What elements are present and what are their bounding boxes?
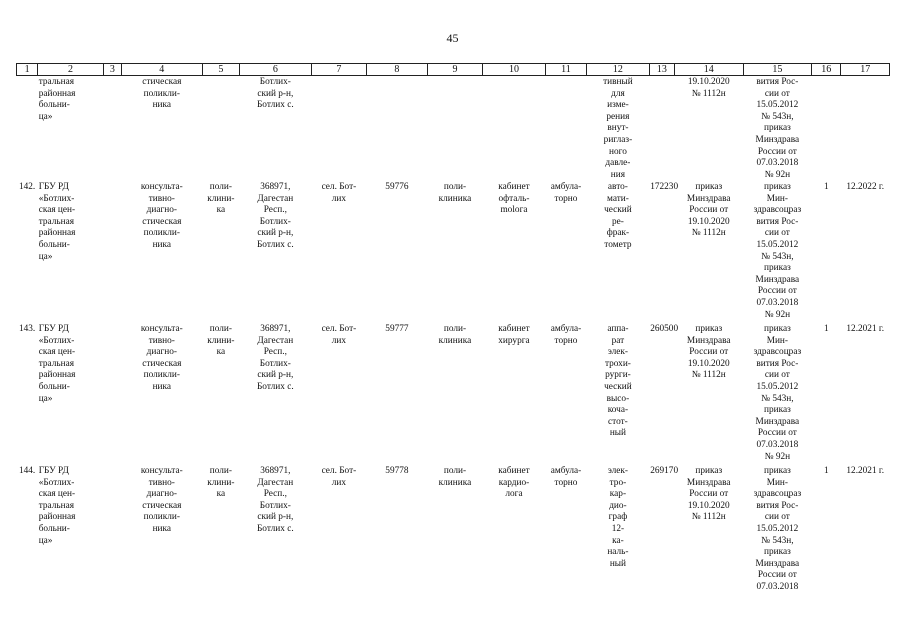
order-cell bbox=[674, 466, 743, 608]
organization-cell-line: тральная bbox=[38, 358, 74, 369]
cont-equipment-cell-line: изме- bbox=[607, 100, 629, 111]
equipment-cell-line: рурги- bbox=[605, 370, 631, 381]
standard-cell-line: сии от bbox=[764, 512, 790, 523]
equipment-cell-line: ный bbox=[609, 428, 627, 439]
facility-type-cell-line: поликли- bbox=[143, 512, 180, 523]
address-cell-line: Ботлих с. bbox=[256, 523, 294, 534]
facility-type-cell-line: диагно- bbox=[146, 205, 177, 216]
column-header-6: 6 bbox=[240, 64, 312, 76]
equipment-cell-line: ка- bbox=[612, 535, 624, 546]
care-condition-cell-line: торно bbox=[554, 477, 578, 488]
standard-cell-line: приказ bbox=[763, 324, 791, 334]
price-cell: 172230 bbox=[650, 182, 679, 192]
cont-equipment-cell-line: ния bbox=[610, 169, 626, 180]
cabinet-cell-line: кабинет bbox=[498, 324, 530, 334]
standard-cell-line: приказ bbox=[763, 263, 791, 274]
standard-cell-line: здравсоцраз bbox=[753, 347, 802, 358]
equipment-cell bbox=[587, 182, 650, 324]
facility-type-cell-line: стическая bbox=[142, 500, 182, 511]
order-cell-line: № 1112н bbox=[691, 228, 726, 239]
facility-type-cell-line: консульта- bbox=[140, 466, 183, 476]
equipment-cell-line: трохи- bbox=[604, 358, 631, 369]
column-header-13: 13 bbox=[649, 64, 674, 76]
organization-cell-line: «Ботлих- bbox=[38, 477, 75, 488]
organization-cell-line: ца» bbox=[38, 535, 53, 546]
standard-cell-line: Мин- bbox=[766, 335, 789, 346]
standard-cell-line: Мин- bbox=[766, 193, 789, 204]
cont-org-cell-line: районная bbox=[38, 88, 76, 99]
price-cell: 260500 bbox=[650, 324, 679, 334]
care-condition-cell-line: амбула- bbox=[550, 466, 582, 476]
cont-address-cell-line: Ботлих с. bbox=[256, 100, 294, 111]
column-header-10: 10 bbox=[483, 64, 546, 76]
equipment-cell-line: дио- bbox=[609, 500, 627, 511]
organization-cell-line: ГБУ РД bbox=[38, 324, 69, 334]
standard-cell bbox=[743, 324, 812, 466]
cabinet-cell bbox=[483, 466, 546, 608]
organization-cell-line: районная bbox=[38, 512, 76, 523]
address-cell bbox=[240, 466, 312, 608]
equipment-cell-line: элек- bbox=[607, 347, 629, 358]
address-cell-line: Ботлих с. bbox=[256, 239, 294, 250]
cont-equipment-cell-line: для bbox=[611, 88, 625, 99]
organization-cell-line: больни- bbox=[38, 523, 70, 534]
equipment-cell bbox=[587, 466, 650, 608]
standard-cell-line: 15.05.2012 bbox=[756, 523, 799, 534]
column-header-12: 12 bbox=[587, 64, 650, 76]
cont-equipment-cell-line: ного bbox=[608, 146, 627, 157]
cont-type-cell bbox=[121, 76, 202, 183]
organization-cell-line: тральная bbox=[38, 216, 74, 227]
facility-type-cell bbox=[121, 182, 202, 324]
unit-cell-line: поли- bbox=[209, 182, 232, 192]
date-cell: 12.2021 г. bbox=[846, 324, 885, 334]
cont-col13 bbox=[649, 76, 674, 183]
order-cell-line: 19.10.2020 bbox=[687, 358, 730, 369]
standard-cell-line: Минздрава bbox=[755, 416, 800, 427]
cont-col17 bbox=[841, 76, 890, 183]
care-condition-cell-line: торно bbox=[554, 335, 578, 346]
cabinet-cell bbox=[483, 324, 546, 466]
settlement-cell bbox=[311, 182, 367, 324]
address-cell-line: 368971, bbox=[260, 324, 291, 334]
cont-col5 bbox=[202, 76, 239, 183]
organization-cell-line: ская цен- bbox=[38, 347, 76, 358]
cont-type-cell-line: стическая bbox=[142, 77, 182, 87]
column-header-5: 5 bbox=[202, 64, 239, 76]
order-cell bbox=[674, 182, 743, 324]
unit-cell bbox=[202, 324, 239, 466]
facility-type-cell-line: ника bbox=[152, 523, 172, 534]
equipment-cell-line: кар- bbox=[609, 489, 627, 500]
registry-table bbox=[16, 63, 890, 608]
standard-cell-line: Мин- bbox=[766, 477, 789, 488]
facility-type-cell-line: поликли- bbox=[143, 370, 180, 381]
table-row bbox=[17, 182, 890, 324]
address-cell-line: 368971, bbox=[260, 182, 291, 192]
column-header-1: 1 bbox=[17, 64, 38, 76]
col3-cell bbox=[103, 466, 121, 608]
unit-cell-line: ка bbox=[216, 205, 226, 216]
order-cell-line: приказ bbox=[695, 324, 723, 334]
cont-equipment-cell-line: риглаз- bbox=[603, 134, 633, 145]
standard-cell-line: 07.03.2018 bbox=[756, 581, 799, 592]
cont-order-cell bbox=[674, 76, 743, 183]
standard-cell-line: приказ bbox=[763, 405, 791, 416]
date-cell: 12.2021 г. bbox=[846, 466, 885, 476]
cabinet-cell-line: лога bbox=[505, 489, 523, 500]
facility-type-cell-line: тивно- bbox=[148, 335, 175, 346]
cont-standard-cell-line: вития Рос- bbox=[756, 77, 799, 87]
standard-cell-line: здравсоцраз bbox=[753, 489, 802, 500]
standard-cell-line: приказ bbox=[763, 547, 791, 558]
row-number: 142. bbox=[18, 182, 36, 192]
settlement-cell-line: сел. Бот- bbox=[321, 182, 357, 192]
equipment-cell-line: ре- bbox=[611, 216, 624, 227]
column-header-14: 14 bbox=[674, 64, 743, 76]
standard-cell-line: № 543н, bbox=[761, 393, 794, 404]
cabinet-cell-line: кабинет bbox=[498, 182, 530, 192]
address-cell-line: Респ., bbox=[263, 205, 287, 216]
division-cell-line: поли- bbox=[443, 324, 467, 334]
column-header-9: 9 bbox=[427, 64, 483, 76]
address-cell-line: Ботлих- bbox=[259, 216, 291, 227]
cont-standard-cell-line: № 92н bbox=[764, 169, 791, 180]
equipment-cell-line: граф bbox=[608, 512, 628, 523]
cont-type-cell-line: ника bbox=[152, 100, 172, 111]
address-cell-line: 368971, bbox=[260, 466, 291, 476]
division-cell-line: клиника bbox=[438, 193, 472, 204]
order-cell-line: № 1112н bbox=[691, 370, 726, 381]
organization-cell bbox=[38, 324, 104, 466]
cabinet-cell-line: офталь- bbox=[498, 193, 530, 204]
order-cell-line: 19.10.2020 bbox=[687, 216, 730, 227]
facility-type-cell-line: консульта- bbox=[140, 182, 183, 192]
division-cell bbox=[427, 182, 483, 324]
equipment-cell-line: рат bbox=[611, 335, 625, 346]
division-cell bbox=[427, 466, 483, 608]
unit-cell-line: поли- bbox=[209, 466, 232, 476]
cabinet-cell-line: хирурга bbox=[498, 335, 530, 346]
equipment-cell-line: фрак- bbox=[606, 228, 630, 239]
column-header-2: 2 bbox=[38, 64, 104, 76]
order-cell-line: приказ bbox=[695, 182, 723, 192]
organization-cell-line: ская цен- bbox=[38, 489, 76, 500]
unit-cell-line: клини- bbox=[207, 193, 235, 204]
organization-cell-line: ца» bbox=[38, 251, 53, 262]
row-number: 143. bbox=[18, 324, 36, 334]
address-cell-line: Дагестан bbox=[257, 193, 294, 204]
standard-cell-line: 07.03.2018 bbox=[756, 439, 799, 450]
column-header-15: 15 bbox=[743, 64, 812, 76]
cabinet-cell-line: molога bbox=[500, 205, 528, 216]
header-row bbox=[17, 64, 890, 76]
cont-standard-cell bbox=[743, 76, 812, 183]
care-condition-cell-line: амбула- bbox=[550, 324, 582, 334]
standard-cell-line: вития Рос- bbox=[756, 216, 799, 227]
cont-equipment-cell-line: внут- bbox=[607, 123, 629, 134]
equipment-cell bbox=[587, 324, 650, 466]
quantity-cell: 1 bbox=[823, 324, 829, 334]
facility-type-cell bbox=[121, 324, 202, 466]
cont-order-cell-line: № 1112н bbox=[691, 88, 726, 99]
code-cell: 59778 bbox=[385, 466, 409, 476]
standard-cell-line: сии от bbox=[764, 228, 790, 239]
continuation-row bbox=[17, 76, 890, 183]
organization-cell-line: районная bbox=[38, 370, 76, 381]
equipment-cell-line: ческий bbox=[604, 205, 632, 216]
standard-cell-line: приказ bbox=[763, 466, 791, 476]
standard-cell-line: России от bbox=[757, 428, 797, 439]
address-cell-line: Ботлих- bbox=[259, 500, 291, 511]
care-condition-cell bbox=[545, 182, 586, 324]
address-cell-line: Дагестан bbox=[257, 477, 294, 488]
order-cell-line: Минздрава bbox=[686, 193, 731, 204]
price-cell: 269170 bbox=[650, 466, 679, 476]
cont-standard-cell-line: Минздрава bbox=[755, 134, 800, 145]
facility-type-cell-line: диагно- bbox=[146, 489, 177, 500]
equipment-cell-line: стот- bbox=[608, 416, 628, 427]
address-cell-line: ский р-н, bbox=[257, 512, 294, 523]
cont-standard-cell-line: № 543н, bbox=[761, 111, 794, 122]
facility-type-cell-line: диагно- bbox=[146, 347, 177, 358]
unit-cell bbox=[202, 466, 239, 608]
organization-cell-line: ца» bbox=[38, 393, 53, 404]
facility-type-cell-line: тивно- bbox=[148, 193, 175, 204]
standard-cell-line: здравсоцраз bbox=[753, 205, 802, 216]
standard-cell-line: России от bbox=[757, 570, 797, 581]
cont-org-cell-line: больни- bbox=[38, 100, 70, 111]
cont-equipment-cell-line: рения bbox=[606, 111, 630, 122]
facility-type-cell-line: стическая bbox=[142, 358, 182, 369]
division-cell-line: клиника bbox=[438, 335, 472, 346]
order-cell-line: России от bbox=[689, 347, 729, 358]
standard-cell-line: Минздрава bbox=[755, 558, 800, 569]
standard-cell-line: вития Рос- bbox=[756, 358, 799, 369]
date-cell: 12.2022 г. bbox=[846, 182, 885, 192]
cont-standard-cell-line: приказ bbox=[763, 123, 791, 134]
equipment-cell-line: ный bbox=[609, 558, 627, 569]
cont-order-cell-line: 19.10.2020 bbox=[687, 77, 730, 87]
settlement-cell bbox=[311, 324, 367, 466]
address-cell-line: ский р-н, bbox=[257, 370, 294, 381]
address-cell bbox=[240, 324, 312, 466]
column-header-3: 3 bbox=[103, 64, 121, 76]
order-cell-line: России от bbox=[689, 205, 729, 216]
column-header-16: 16 bbox=[812, 64, 841, 76]
standard-cell-line: вития Рос- bbox=[756, 500, 799, 511]
care-condition-cell-line: торно bbox=[554, 193, 578, 204]
cont-org-cell-line: ца» bbox=[38, 111, 53, 122]
division-cell-line: поли- bbox=[443, 182, 467, 192]
equipment-cell-line: коча- bbox=[607, 405, 629, 416]
standard-cell-line: приказ bbox=[763, 182, 791, 192]
equipment-cell-line: высо- bbox=[606, 393, 630, 404]
standard-cell-line: № 92н bbox=[764, 309, 791, 320]
facility-type-cell-line: консульта- bbox=[140, 324, 183, 334]
code-cell: 59776 bbox=[385, 182, 409, 192]
row-number: 144. bbox=[18, 466, 36, 476]
facility-type-cell-line: поликли- bbox=[143, 228, 180, 239]
standard-cell bbox=[743, 466, 812, 608]
equipment-cell-line: тометр bbox=[604, 239, 632, 250]
organization-cell bbox=[38, 182, 104, 324]
equipment-cell-line: мати- bbox=[607, 193, 629, 204]
cont-col11 bbox=[545, 76, 586, 183]
organization-cell-line: «Ботлих- bbox=[38, 193, 75, 204]
unit-cell-line: ка bbox=[216, 489, 226, 500]
equipment-cell-line: аппа- bbox=[607, 324, 629, 334]
order-cell bbox=[674, 324, 743, 466]
cont-standard-cell-line: сии от bbox=[764, 88, 790, 99]
cont-equipment-cell-line: давле- bbox=[605, 158, 631, 169]
facility-type-cell-line: стическая bbox=[142, 216, 182, 227]
equipment-cell-line: авто- bbox=[607, 182, 628, 192]
unit-cell-line: ка bbox=[216, 347, 226, 358]
facility-type-cell-line: ника bbox=[152, 239, 172, 250]
organization-cell-line: районная bbox=[38, 228, 76, 239]
standard-cell-line: № 543н, bbox=[761, 251, 794, 262]
care-condition-cell-line: амбула- bbox=[550, 182, 582, 192]
cont-col16 bbox=[812, 76, 841, 183]
cabinet-cell-line: кабинет bbox=[498, 466, 530, 476]
settlement-cell-line: сел. Бот- bbox=[321, 466, 357, 476]
cont-col9 bbox=[427, 76, 483, 183]
address-cell-line: Ботлих с. bbox=[256, 381, 294, 392]
col3-cell bbox=[103, 324, 121, 466]
equipment-cell-line: элек- bbox=[607, 466, 629, 476]
cont-address-cell bbox=[240, 76, 312, 183]
standard-cell-line: 07.03.2018 bbox=[756, 297, 799, 308]
table-body bbox=[17, 76, 890, 609]
address-cell-line: ский р-н, bbox=[257, 228, 294, 239]
unit-cell-line: поли- bbox=[209, 324, 232, 334]
order-cell-line: приказ bbox=[695, 466, 723, 476]
organization-cell-line: ская цен- bbox=[38, 205, 76, 216]
cont-standard-cell-line: России от bbox=[757, 146, 797, 157]
order-cell-line: России от bbox=[689, 489, 729, 500]
cont-equipment-cell bbox=[587, 76, 650, 183]
col3-cell bbox=[103, 182, 121, 324]
column-header-17: 17 bbox=[841, 64, 890, 76]
organization-cell-line: больни- bbox=[38, 239, 70, 250]
equipment-cell-line: ческий bbox=[604, 381, 632, 392]
page-number: 45 bbox=[446, 31, 459, 45]
standard-cell-line: № 92н bbox=[764, 451, 791, 462]
settlement-cell bbox=[311, 466, 367, 608]
address-cell bbox=[240, 182, 312, 324]
division-cell bbox=[427, 324, 483, 466]
settlement-cell-line: лих bbox=[331, 477, 347, 488]
standard-cell-line: 15.05.2012 bbox=[756, 239, 799, 250]
cabinet-cell bbox=[483, 182, 546, 324]
quantity-cell: 1 bbox=[823, 182, 829, 192]
cont-col8 bbox=[367, 76, 428, 183]
order-cell-line: 19.10.2020 bbox=[687, 500, 730, 511]
division-cell-line: поли- bbox=[443, 466, 467, 476]
cont-standard-cell-line: 07.03.2018 bbox=[756, 158, 799, 169]
quantity-cell: 1 bbox=[823, 466, 829, 476]
column-header-7: 7 bbox=[311, 64, 367, 76]
column-header-4: 4 bbox=[121, 64, 202, 76]
organization-cell-line: «Ботлих- bbox=[38, 335, 75, 346]
organization-cell-line: больни- bbox=[38, 381, 70, 392]
standard-cell bbox=[743, 182, 812, 324]
cont-address-cell-line: Ботлих- bbox=[259, 77, 291, 87]
code-cell: 59777 bbox=[385, 324, 409, 334]
unit-cell bbox=[202, 182, 239, 324]
unit-cell-line: клини- bbox=[207, 335, 235, 346]
cont-org-cell-line: тральная bbox=[38, 77, 74, 87]
division-cell-line: клиника bbox=[438, 477, 472, 488]
standard-cell-line: № 543н, bbox=[761, 535, 794, 546]
facility-type-cell-line: тивно- bbox=[148, 477, 175, 488]
cont-col10 bbox=[483, 76, 546, 183]
cont-col3 bbox=[103, 76, 121, 183]
order-cell-line: № 1112н bbox=[691, 512, 726, 523]
organization-cell-line: ГБУ РД bbox=[38, 182, 69, 192]
address-cell-line: Респ., bbox=[263, 347, 287, 358]
address-cell-line: Дагестан bbox=[257, 335, 294, 346]
table-row bbox=[17, 324, 890, 466]
settlement-cell-line: лих bbox=[331, 193, 347, 204]
standard-cell-line: 15.05.2012 bbox=[756, 381, 799, 392]
table-row bbox=[17, 466, 890, 608]
organization-cell-line: тральная bbox=[38, 500, 74, 511]
equipment-cell-line: наль- bbox=[607, 547, 629, 558]
address-cell-line: Ботлих- bbox=[259, 358, 291, 369]
equipment-cell-line: тро- bbox=[609, 477, 627, 488]
cabinet-cell-line: кардио- bbox=[498, 477, 530, 488]
organization-cell bbox=[38, 466, 104, 608]
cont-type-cell-line: поликли- bbox=[143, 88, 180, 99]
unit-cell-line: клини- bbox=[207, 477, 235, 488]
standard-cell-line: России от bbox=[757, 286, 797, 297]
care-condition-cell bbox=[545, 324, 586, 466]
facility-type-cell bbox=[121, 466, 202, 608]
organization-cell-line: ГБУ РД bbox=[38, 466, 69, 476]
column-header-11: 11 bbox=[545, 64, 586, 76]
equipment-cell-line: 12- bbox=[611, 523, 625, 534]
cont-col1 bbox=[17, 76, 38, 183]
cont-col7 bbox=[311, 76, 367, 183]
cont-address-cell-line: ский р-н, bbox=[257, 88, 294, 99]
address-cell-line: Респ., bbox=[263, 489, 287, 500]
column-header-8: 8 bbox=[367, 64, 428, 76]
order-cell-line: Минздрава bbox=[686, 335, 731, 346]
standard-cell-line: сии от bbox=[764, 370, 790, 381]
cont-org-cell bbox=[38, 76, 104, 183]
cont-equipment-cell-line: тивный bbox=[603, 77, 633, 87]
settlement-cell-line: лих bbox=[331, 335, 347, 346]
settlement-cell-line: сел. Бот- bbox=[321, 324, 357, 334]
order-cell-line: Минздрава bbox=[686, 477, 731, 488]
cont-standard-cell-line: 15.05.2012 bbox=[756, 100, 799, 111]
facility-type-cell-line: ника bbox=[152, 381, 172, 392]
care-condition-cell bbox=[545, 466, 586, 608]
standard-cell-line: Минздрава bbox=[755, 274, 800, 285]
